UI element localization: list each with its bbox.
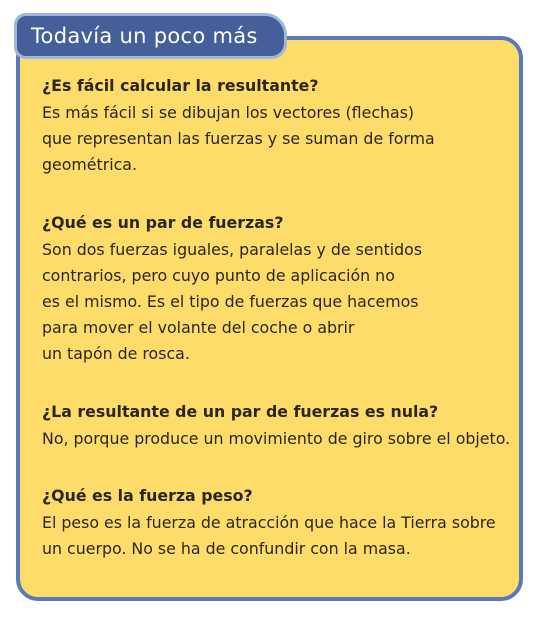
answer-line: geométrica. xyxy=(42,155,137,175)
qa-section-resultante-nula xyxy=(42,398,520,452)
answer-line: El peso es la fuerza de atracción que hace la Tierra sobre xyxy=(42,512,496,532)
panel-content xyxy=(42,72,520,562)
qa-section-fuerza-peso xyxy=(42,482,520,562)
answer-line: No, porque produce un movimiento de giro sobre el objeto. xyxy=(42,428,511,448)
question-heading: ¿Qué es un par de fuerzas? xyxy=(42,212,284,232)
question-heading: ¿La resultante de un par de fuerzas es nula? xyxy=(42,401,439,421)
answer-line: Es más fácil si se dibujan los vectores (flechas) xyxy=(42,103,415,122)
answer-line: que representan las fuerzas y se suman de forma xyxy=(42,129,435,149)
answer-line: para mover el volante del coche o abrir xyxy=(42,318,355,338)
answer-line: es el mismo. Es el tipo de fuerzas que hacemos xyxy=(42,292,419,312)
answer-line: un cuerpo. No se ha de confundir con la masa. xyxy=(42,539,411,559)
question-heading: ¿Qué es la fuerza peso? xyxy=(42,485,253,505)
answer-line: contrarios, pero cuyo punto de aplicación no xyxy=(42,265,395,285)
answer-line: un tapón de rosca. xyxy=(42,344,190,364)
panel-title: Todavía un poco más xyxy=(14,13,287,59)
qa-section-par-de-fuerzas xyxy=(42,209,520,368)
question-heading: ¿Es fácil calcular la resultante? xyxy=(42,76,319,95)
qa-section-resultante xyxy=(42,72,520,179)
answer-line: Son dos fuerzas iguales, paralelas y de sentidos xyxy=(42,239,423,259)
